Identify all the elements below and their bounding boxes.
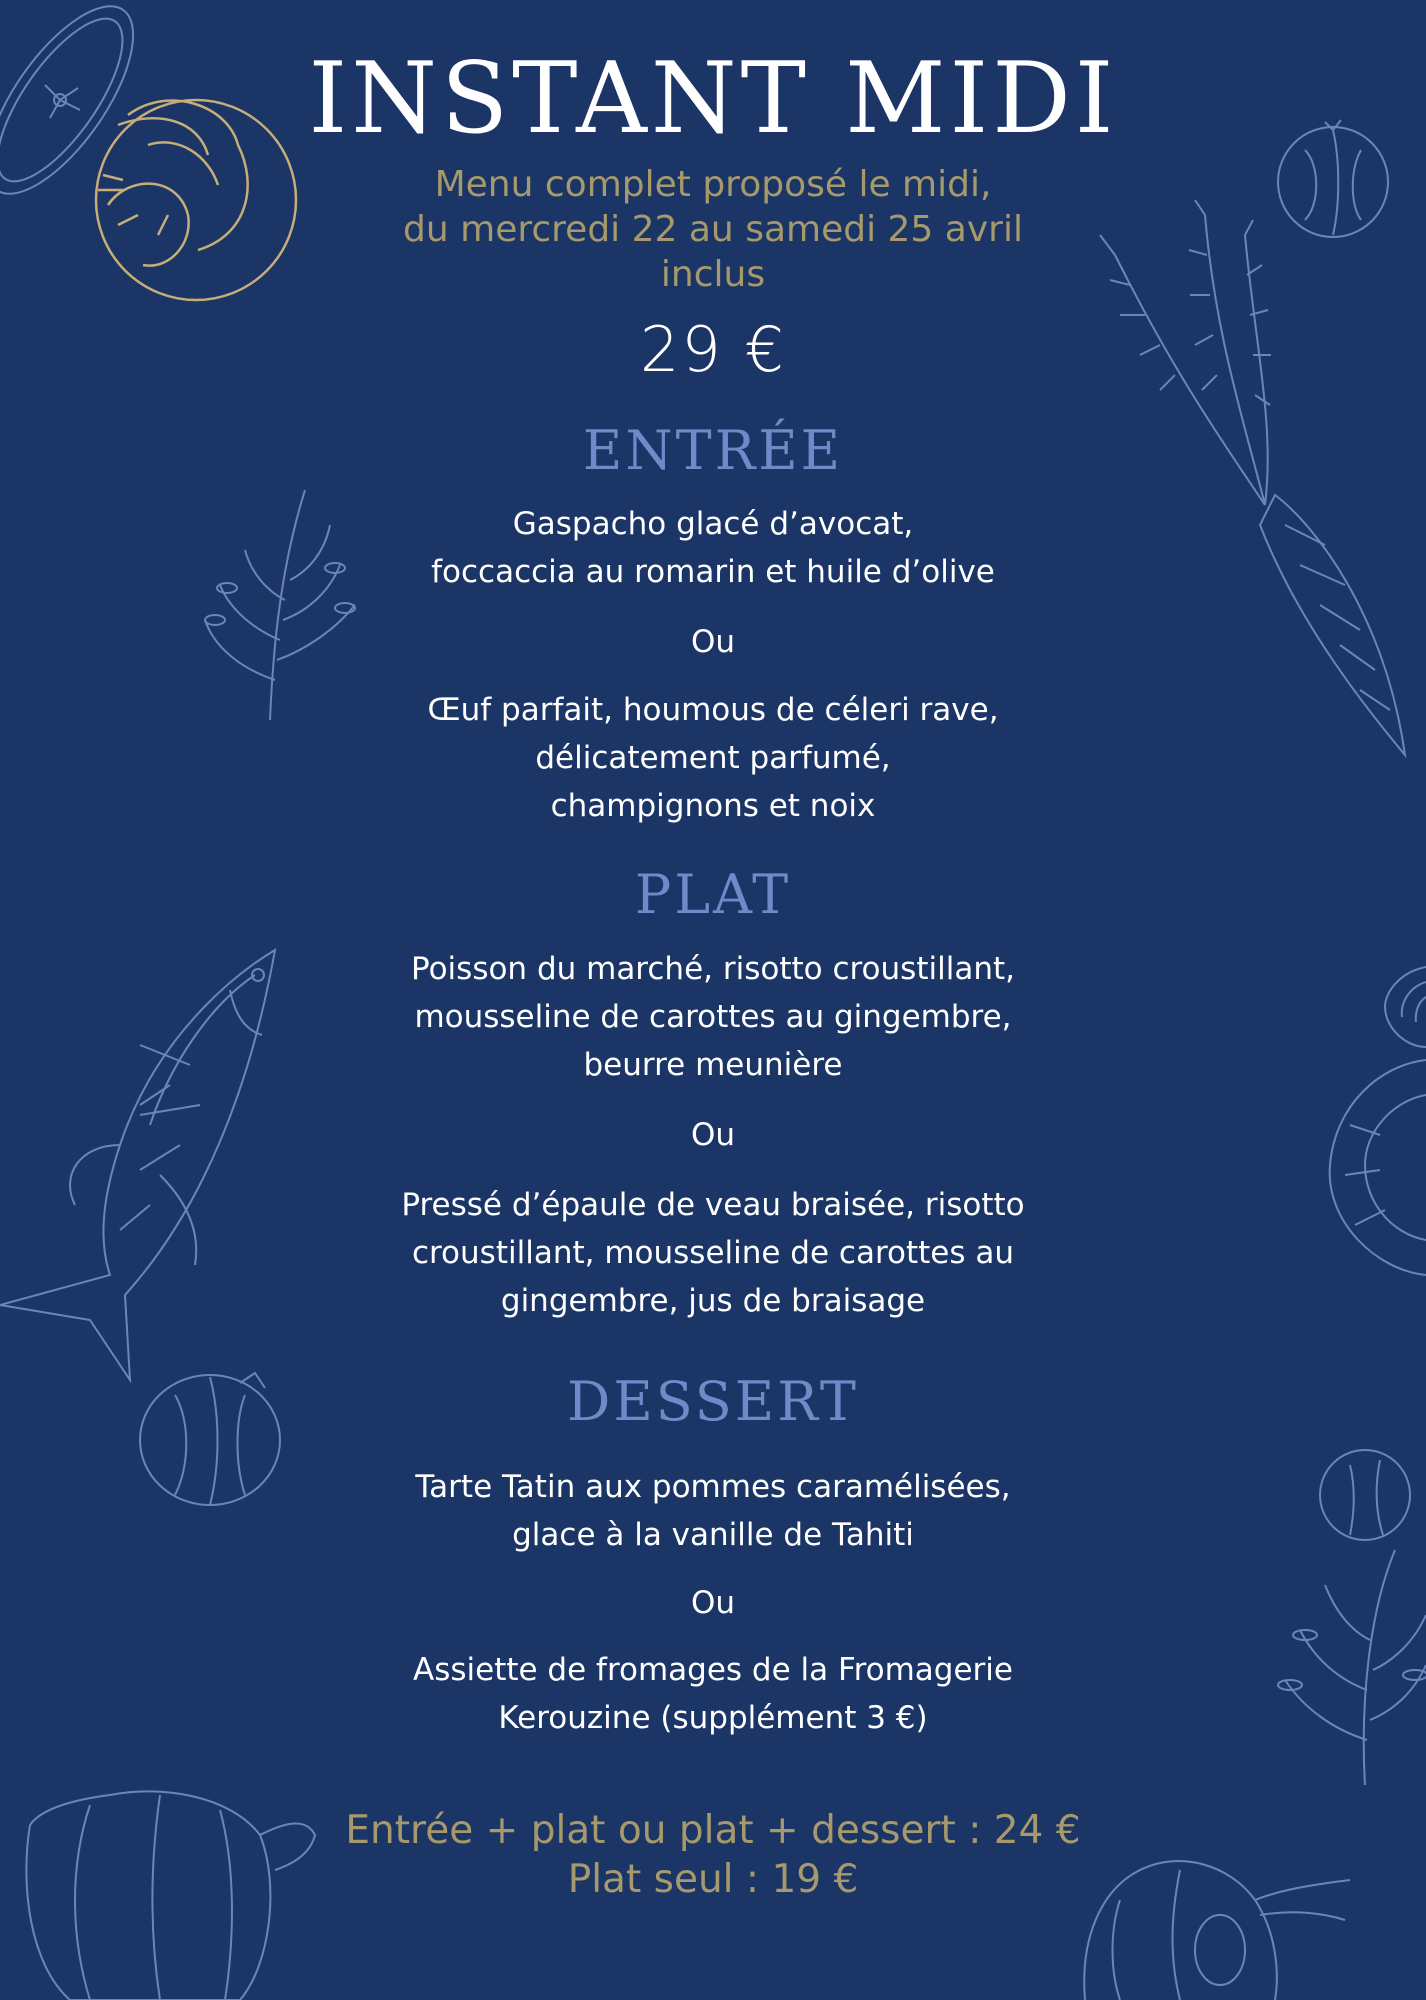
dish-line: croustillant, mousseline de carottes au <box>411 1235 1015 1271</box>
dessert-dish-1 <box>0 1463 1426 1559</box>
dish-line: Pressé d’épaule de veau braisée, risotto <box>401 1187 1025 1223</box>
subtitle-line: inclus <box>660 254 766 295</box>
entree-or: Ou <box>690 624 736 660</box>
dish-line: mousseline de carottes au gingembre, <box>414 999 1012 1035</box>
plat-dish-1 <box>0 945 1426 1089</box>
dish-line: foccaccia au romarin et huile d’olive <box>431 554 995 590</box>
dessert-dish-2 <box>0 1646 1426 1742</box>
entree-dish-1 <box>0 500 1426 596</box>
section-title-entree: ENTRÉE <box>582 419 844 482</box>
dish-line: champignons et noix <box>550 788 876 824</box>
footer-line-formula: Entrée + plat ou plat + dessert : 24 € <box>345 1808 1081 1853</box>
dish-line: Kerouzine (supplément 3 €) <box>498 1700 928 1736</box>
footer-line-plat-seul: Plat seul : 19 € <box>567 1857 859 1902</box>
pricing-footer <box>0 1806 1426 1904</box>
dish-line: délicatement parfumé, <box>535 740 891 776</box>
dish-line: Assiette de fromages de la Fromagerie <box>413 1652 1013 1688</box>
dish-line: Gaspacho glacé d’avocat, <box>512 506 914 542</box>
subtitle-line: Menu complet proposé le midi, <box>434 164 992 205</box>
dish-line: Œuf parfait, houmous de céleri rave, <box>427 692 999 728</box>
menu-subtitle <box>0 162 1426 297</box>
menu-title: INSTANT MIDI <box>308 42 1118 156</box>
plat-or: Ou <box>690 1117 736 1153</box>
dish-line: Poisson du marché, risotto croustillant, <box>411 951 1015 987</box>
dish-line: Tarte Tatin aux pommes caramélisées, <box>415 1469 1011 1505</box>
dish-line: beurre meunière <box>583 1047 843 1083</box>
dish-line: gingembre, jus de braisage <box>500 1283 926 1319</box>
entree-dish-2 <box>0 686 1426 830</box>
dessert-or: Ou <box>690 1585 736 1621</box>
subtitle-line: du mercredi 22 au samedi 25 avril <box>403 209 1023 250</box>
dish-line: glace à la vanille de Tahiti <box>512 1517 914 1553</box>
section-title-plat: PLAT <box>634 863 792 926</box>
section-title-dessert: DESSERT <box>567 1370 859 1433</box>
plat-dish-2 <box>0 1181 1426 1325</box>
menu-price: 29 € <box>639 313 787 386</box>
